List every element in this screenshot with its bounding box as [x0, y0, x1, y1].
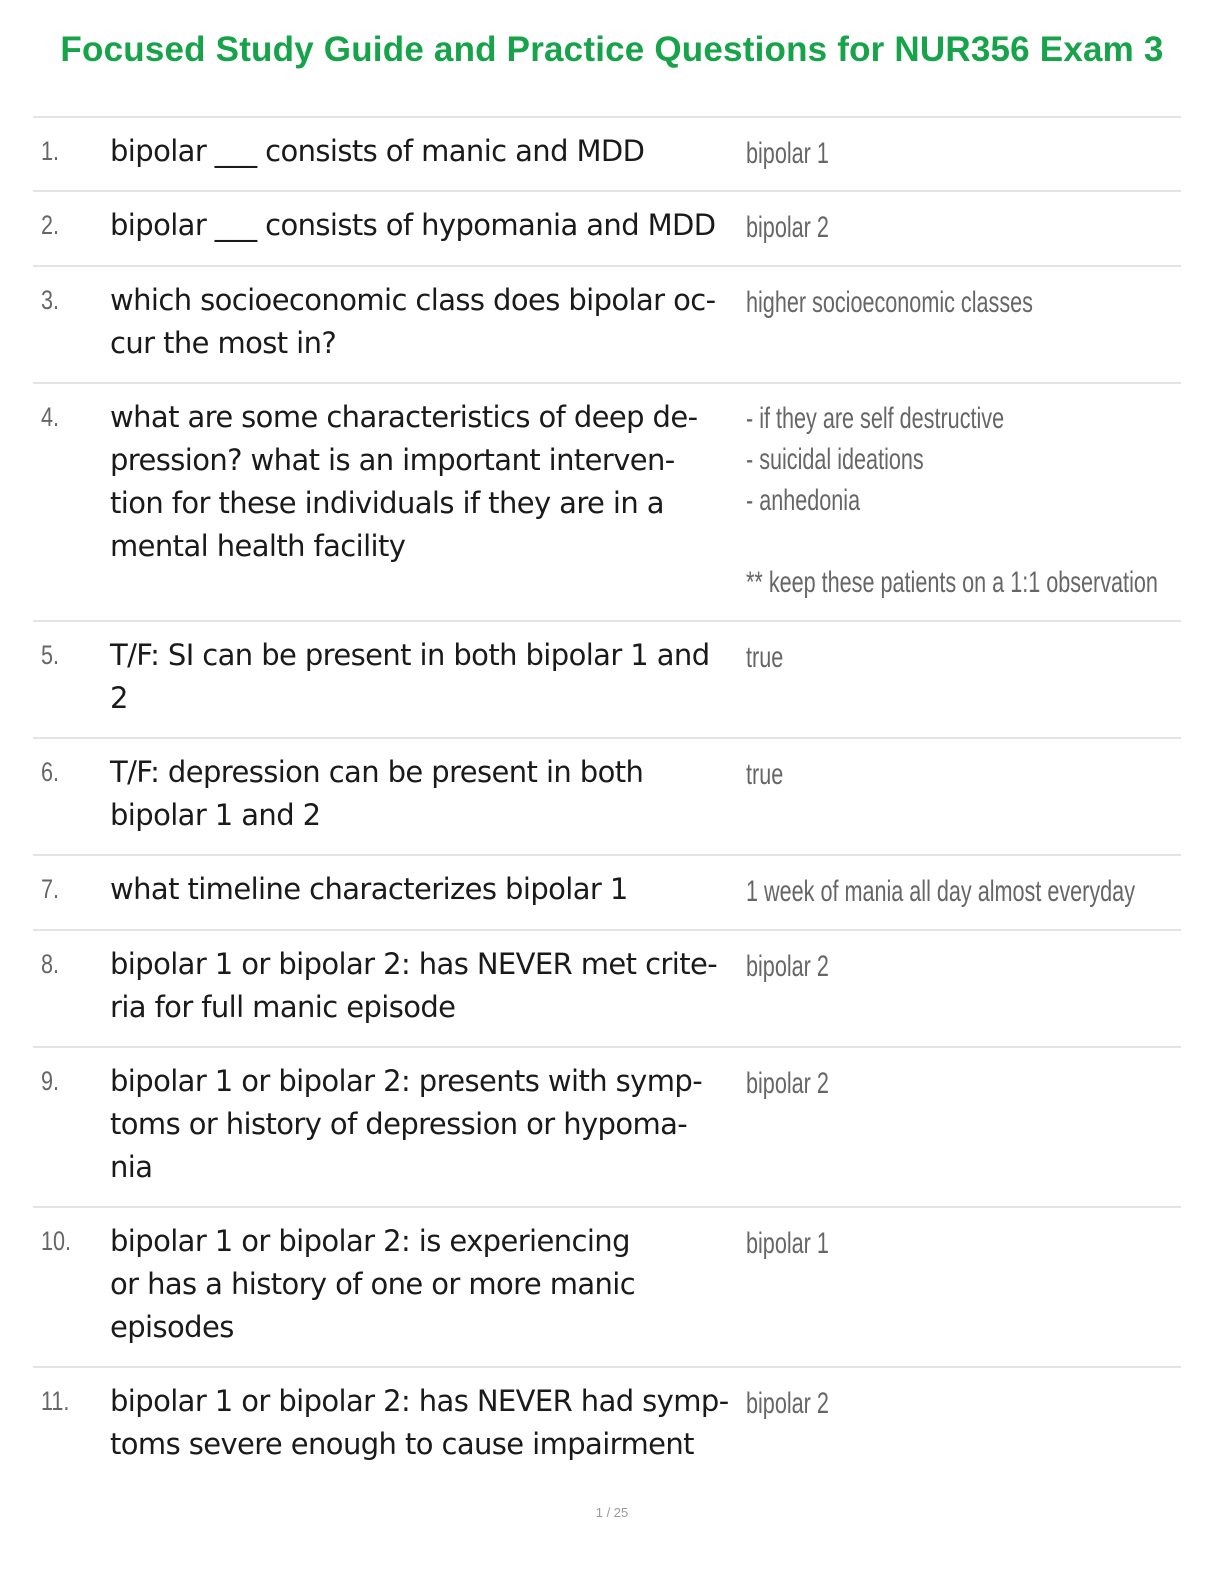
item-number: 3. — [41, 285, 60, 315]
list-item — [33, 1208, 1181, 1368]
item-answer: true — [746, 641, 784, 674]
item-question: bipolar 1 or bipolar 2: presents with symp- toms or history of depression or hypoma- nia — [110, 1064, 703, 1184]
item-answer: true — [746, 758, 784, 791]
item-number: 5. — [41, 640, 60, 670]
page-title: Focused Study Guide and Practice Questions for NUR356 Exam 3 — [60, 30, 1164, 69]
item-answer: bipolar 2 — [746, 211, 829, 244]
list-item — [33, 931, 1181, 1048]
item-question: what timeline characterizes bipolar 1 — [110, 872, 628, 906]
item-number: 1. — [41, 136, 60, 166]
item-question: T/F: depression can be present in both bipolar 1 and 2 — [110, 755, 644, 832]
item-number: 9. — [41, 1066, 60, 1096]
list-item — [33, 192, 1181, 267]
page-number: 1 / 25 — [595, 1505, 629, 1520]
list-item — [33, 1368, 1181, 1478]
item-number: 11. — [41, 1386, 70, 1416]
list-item — [33, 739, 1181, 856]
item-answer: higher socioeconomic classes — [746, 286, 1033, 319]
item-answer: bipolar 1 — [746, 1227, 829, 1260]
list-item — [33, 622, 1181, 739]
list-item — [33, 118, 1181, 192]
qa-list — [33, 116, 1181, 1478]
item-question: which socioeconomic class does bipolar oc- cur the most in? — [110, 283, 716, 360]
item-answer: bipolar 1 — [746, 137, 829, 170]
item-answer: - if they are self destructive - suicidal ideations - anhedonia ** keep these patients on a 1:1 observation — [746, 402, 1158, 599]
item-question: bipolar ___ consists of hypomania and MDD — [110, 208, 716, 242]
list-item — [33, 384, 1181, 622]
item-number: 6. — [41, 757, 60, 787]
item-number: 2. — [41, 210, 60, 240]
item-question: T/F: SI can be present in both bipolar 1 and 2 — [110, 638, 710, 715]
item-number: 7. — [41, 874, 60, 904]
item-question: bipolar 1 or bipolar 2: has NEVER met crite- ria for full manic episode — [110, 947, 718, 1024]
list-item — [33, 1048, 1181, 1208]
item-question: bipolar 1 or bipolar 2: is experiencing or has a history of one or more manic episodes — [110, 1224, 636, 1344]
item-question: bipolar 1 or bipolar 2: has NEVER had symp- toms severe enough to cause impairment — [110, 1384, 729, 1461]
list-item — [33, 267, 1181, 384]
item-answer: bipolar 2 — [746, 1387, 829, 1420]
list-item — [33, 856, 1181, 931]
item-number: 8. — [41, 949, 60, 979]
item-question: bipolar ___ consists of manic and MDD — [110, 134, 645, 168]
item-number: 4. — [41, 402, 60, 432]
item-question: what are some characteristics of deep de- pression? what is an important interven- tion for these individuals if they are in a mental health facility — [110, 400, 698, 563]
item-number: 10. — [41, 1226, 72, 1256]
item-answer: bipolar 2 — [746, 1067, 829, 1100]
item-answer: bipolar 2 — [746, 950, 829, 983]
item-answer: 1 week of mania all day almost everyday — [746, 875, 1135, 908]
